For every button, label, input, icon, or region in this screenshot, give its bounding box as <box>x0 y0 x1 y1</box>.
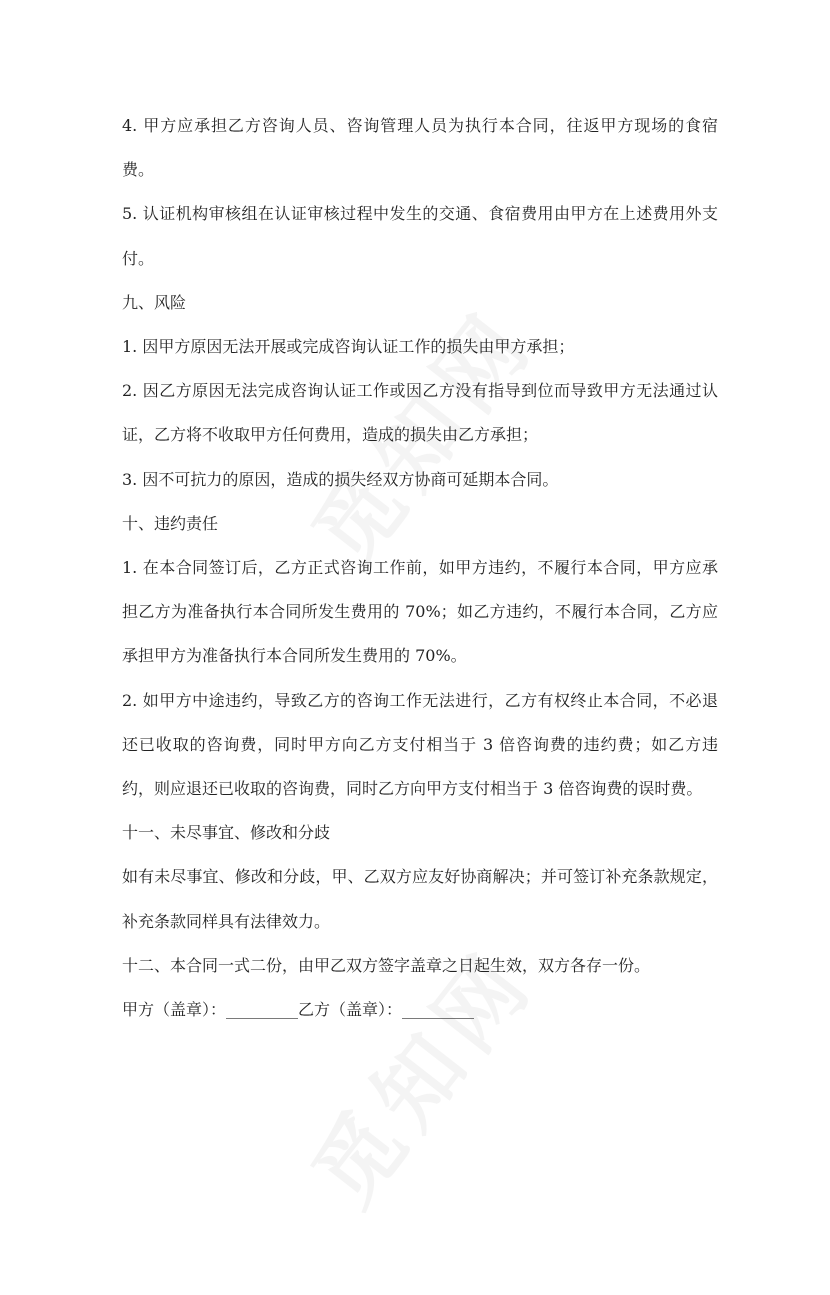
contract-body <box>122 104 718 1032</box>
risk-item-2: 2. 因乙方原因无法完成咨询认证工作或因乙方没有指导到位而导致甲方无法通过认证，乙方将不收取甲方任何费用，造成的损失由乙方承担； <box>122 381 718 445</box>
breach-item-1: 1. 在本合同签订后，乙方正式咨询工作前，如甲方违约，不履行本合同，甲方应承担乙方为准备执行本合同所发生费用的 70%；如乙方违约，不履行本合同，乙方应承担甲方为准备执行本合同所发生费用的 70%。 <box>122 558 718 666</box>
section-heading-breach: 十、违约责任 <box>122 513 219 533</box>
signature-line: 甲方（盖章）：_________乙方（盖章）：_________ <box>122 1000 475 1020</box>
clause-8-item-4: 4. 甲方应承担乙方咨询人员、咨询管理人员为执行本合同，往返甲方现场的食宿费。 <box>122 116 718 180</box>
risk-item-1: 1. 因甲方原因无法开展或完成咨询认证工作的损失由甲方承担； <box>122 337 575 357</box>
clause-8-item-5: 5. 认证机构审核组在认证审核过程中发生的交通、食宿费用由甲方在上述费用外支付。 <box>122 204 718 268</box>
breach-item-2: 2. 如甲方中途违约，导致乙方的咨询工作无法进行，乙方有权终止本合同，不必退还已收取的咨询费，同时甲方向乙方支付相当于 3 倍咨询费的违约费；如乙方违约，则应退还已收取的咨询费，同时乙方向甲方支付相当于 3 倍咨询费的误时费。 <box>122 690 718 799</box>
other-matters-paragraph: 如有未尽事宜、修改和分歧，甲、乙双方应友好协商解决；并可签订补充条款规定，补充条款同样具有法律效力。 <box>122 867 718 931</box>
risk-item-3: 3. 因不可抗力的原因，造成的损失经双方协商可延期本合同。 <box>122 469 559 489</box>
section-heading-other: 十一、未尽事宜、修改和分歧 <box>122 823 331 843</box>
section-heading-risk: 九、风险 <box>122 292 187 312</box>
section-twelve-copies: 十二、本合同一式二份，由甲乙双方签字盖章之日起生效，双方各存一份。 <box>122 955 651 975</box>
